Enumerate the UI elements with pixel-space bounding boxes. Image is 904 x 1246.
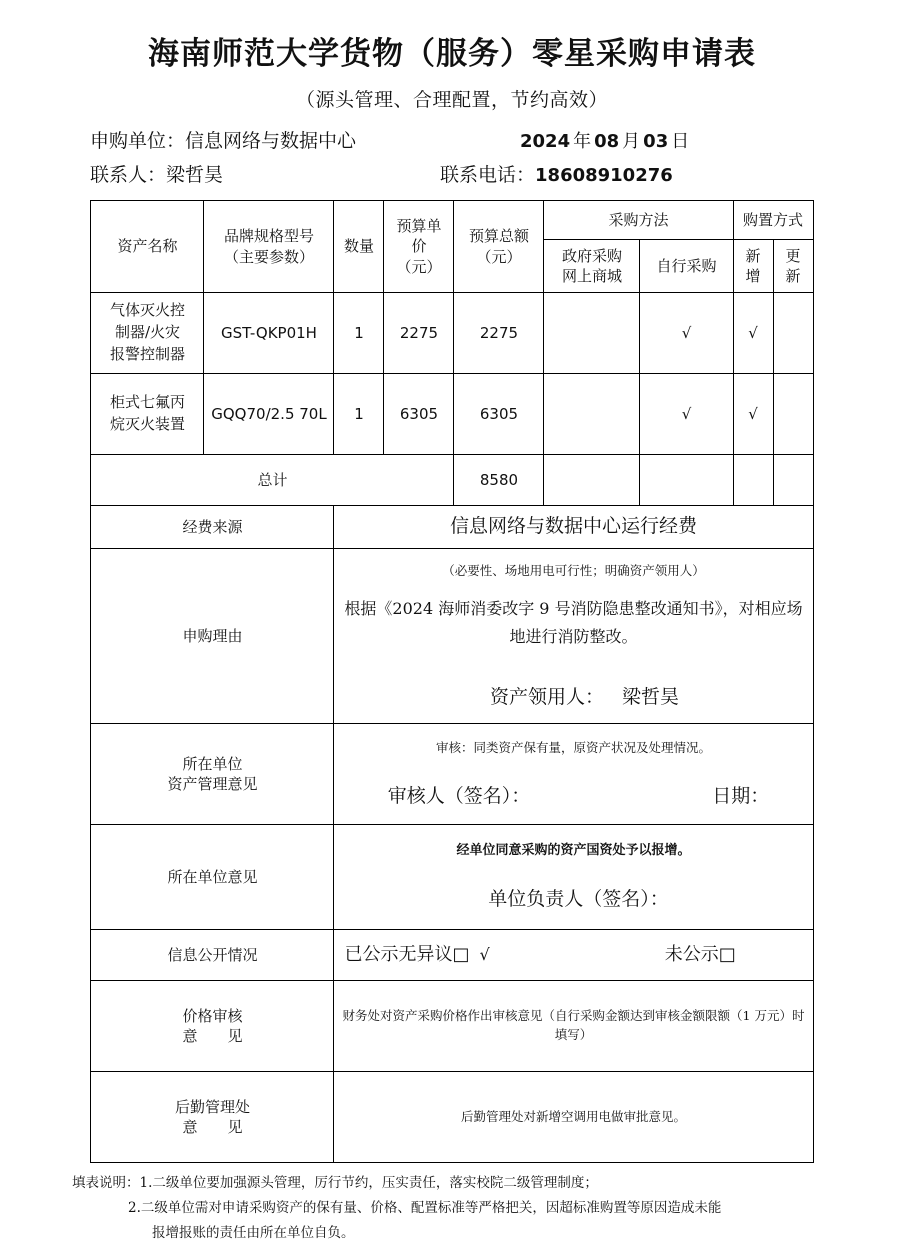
note-item-1: 1.二级单位要加强源头管理，厉行节约，压实责任，落实校院二级管理制度；: [139, 1175, 598, 1191]
header-brand-model-line1: 品牌规格型号: [223, 227, 314, 246]
checkbox-not-disclosed[interactable]: 未公示□: [664, 943, 736, 965]
cell-new-check[interactable]: √: [733, 293, 773, 374]
header-unit-price-line2: 价: [411, 237, 427, 256]
section-funding-source: [91, 506, 813, 549]
header-self-purchase: 自行采购: [640, 240, 733, 293]
funding-source-label: 经费来源: [91, 506, 334, 549]
note-item-2: 2.二级单位需对申请采购资产的保有量、价格、配置标准等严格把关，因超标准购置等原因造成未能: [128, 1199, 722, 1216]
header-new-line1: 新: [745, 246, 761, 265]
cell-renew-check[interactable]: [773, 374, 813, 455]
reviewer-signature-label: 审核人（签名）：: [387, 784, 531, 807]
header-renew: [773, 240, 813, 293]
header-new-line2: 增: [745, 267, 761, 285]
header-asset-name: 资产名称: [91, 201, 204, 293]
logistics-label-line1: 后勤管理处: [174, 1097, 250, 1116]
asset-mgmt-opinion-label: [91, 724, 334, 825]
total-self-purchase-cell: [640, 455, 733, 506]
date-year: 2024: [520, 131, 571, 152]
funding-source-value: [334, 506, 813, 549]
asset-mgmt-opinion-hint: 审核：同类资产保有量，原资产状况及处理情况。: [435, 739, 711, 755]
header-total-amount-line1: 预算总额: [468, 227, 529, 246]
header-brand-model-line2: （主要参数）: [223, 247, 314, 266]
unit-opinion-label: 所在单位意见: [91, 825, 334, 930]
meta-row-contact: [90, 160, 814, 194]
asset-recipient-line: [338, 685, 808, 711]
cell-total-amount: 6305: [454, 374, 544, 455]
date-day: 03: [643, 131, 669, 152]
header-unit-price-line3: （元）: [396, 257, 442, 276]
form-date: [520, 127, 692, 153]
table-row: [91, 293, 813, 374]
purchase-reason-label: 申购理由: [91, 549, 334, 724]
cell-new-check[interactable]: √: [733, 374, 773, 455]
header-total-amount-line2: （元）: [476, 247, 522, 266]
asset-name-line1: 气体灭火控: [109, 301, 185, 320]
logistics-hint: 后勤管理处对新增空调用电做审批意见。: [460, 1108, 686, 1124]
form-meta-header: [90, 126, 814, 194]
applicant-unit: [90, 126, 520, 153]
cell-unit-price: 6305: [384, 374, 454, 455]
asset-mgmt-opinion-content[interactable]: [334, 724, 813, 825]
section-asset-mgmt-opinion: [91, 724, 813, 825]
asset-name-line2: 烷灭火装置: [109, 415, 185, 433]
asset-name-line1: 柜式七氟丙: [109, 393, 185, 412]
section-unit-opinion: [91, 825, 813, 930]
header-procurement-method: 采购方法: [544, 201, 733, 240]
section-info-disclosure: [91, 930, 813, 981]
price-audit-label: [91, 981, 334, 1072]
date-year-unit: 年: [573, 131, 592, 152]
meta-row-unit-date: [90, 126, 814, 160]
note-item-3: 报增报账的责任由所在单位自负。: [152, 1224, 355, 1241]
asset-mgmt-opinion-label-line2: 资产管理意见: [167, 775, 258, 793]
header-brand-model: [204, 201, 334, 293]
procurement-table: [90, 200, 813, 1163]
note-line-1: [72, 1171, 832, 1196]
date-month: 08: [594, 131, 620, 152]
info-disclosure-options: [338, 943, 808, 967]
asset-name-line2: 制器/火灾: [114, 323, 181, 342]
logistics-label-line2: 意 见: [182, 1118, 243, 1136]
logistics-label: [91, 1072, 334, 1163]
applicant-unit-label: 申购单位：: [90, 130, 186, 152]
notes-prefix: 填表说明：: [72, 1175, 140, 1191]
info-disclosure-content: [334, 930, 813, 981]
info-disclosure-label: 信息公开情况: [91, 930, 334, 981]
contact-phone: [440, 160, 673, 187]
header-gov-mall: [544, 240, 640, 293]
disclosed-check-mark: √: [479, 945, 490, 965]
cell-quantity: 1: [334, 374, 384, 455]
cell-total-amount: 2275: [454, 293, 544, 374]
header-unit-price-line1: 预算单: [396, 217, 442, 236]
section-purchase-reason: [91, 549, 813, 724]
price-audit-hint: 财务处对资产采购价格作出审核意见（自行采购金额达到审核金额限额（1 万元）时填写）: [342, 1008, 805, 1042]
checkbox-disclosed-no-objection[interactable]: 已公示无异议□: [344, 943, 470, 965]
cell-model: GQQ70/2.5 70L: [204, 374, 334, 455]
section-logistics-opinion: [91, 1072, 813, 1163]
header-total-amount: [454, 201, 544, 293]
cell-gov-mall-check[interactable]: [544, 293, 640, 374]
date-month-unit: 月: [622, 131, 641, 152]
form-notes: [72, 1171, 832, 1246]
purchase-reason-hint: （必要性、场地用电可行性；明确资产领用人）: [442, 562, 705, 578]
contact-person-label: 联系人：: [90, 164, 167, 186]
header-new: [733, 240, 773, 293]
price-audit-label-line2: 意 见: [182, 1027, 243, 1045]
date-day-unit: 日: [671, 131, 690, 152]
header-renew-line2: 新: [785, 267, 801, 285]
total-renew-cell: [773, 455, 813, 506]
review-date-label: 日期：: [712, 784, 770, 807]
header-gov-mall-line1: 政府采购: [561, 246, 622, 265]
header-quantity: 数量: [334, 201, 384, 293]
unit-opinion-hint: 经单位同意采购的资产国资处予以报增。: [456, 843, 691, 859]
cell-asset-name: [91, 374, 204, 455]
cell-self-purchase-check[interactable]: √: [640, 293, 733, 374]
contact-phone-value: 18608910276: [535, 165, 673, 186]
total-gov-mall-cell: [544, 455, 640, 506]
cell-model: GST-QKP01H: [204, 293, 334, 374]
cell-unit-price: 2275: [384, 293, 454, 374]
total-new-cell: [733, 455, 773, 506]
applicant-unit-value: 信息网络与数据中心: [185, 130, 357, 152]
contact-person-value: 梁哲昊: [166, 164, 224, 186]
table-total-row: [91, 455, 813, 506]
section-price-audit: [91, 981, 813, 1072]
asset-name-line3: 报警控制器: [109, 344, 185, 363]
page-title: 海南师范大学货物（服务）零星采购申请表: [148, 36, 756, 72]
contact-phone-label: 联系电话：: [440, 164, 536, 186]
purchase-reason-body: 根据《2024 海师消委改字 9 号消防隐患整改通知书》，对相应场地进行消防整改。: [344, 598, 803, 646]
header-gov-mall-line2: 网上商城: [561, 267, 622, 285]
asset-mgmt-signature-line: [338, 784, 808, 810]
cell-asset-name: [91, 293, 204, 374]
header-purchase-type: 购置方式: [733, 201, 813, 240]
asset-recipient-value: 梁哲昊: [622, 685, 680, 708]
header-renew-line1: 更: [785, 246, 801, 265]
header-unit-price: [384, 201, 454, 293]
total-amount-value: 8580: [454, 455, 544, 506]
logistics-content[interactable]: [334, 1072, 813, 1163]
cell-gov-mall-check[interactable]: [544, 374, 640, 455]
total-label: 总计: [91, 455, 454, 506]
cell-self-purchase-check[interactable]: √: [640, 374, 733, 455]
asset-mgmt-opinion-label-line1: 所在单位: [182, 754, 243, 773]
purchase-reason-content[interactable]: [334, 549, 813, 724]
price-audit-label-line1: 价格审核: [182, 1006, 243, 1025]
contact-person: [90, 160, 440, 187]
cell-renew-check[interactable]: [773, 293, 813, 374]
unit-head-signature-label: 单位负责人（签名）：: [488, 887, 669, 910]
asset-recipient-label: 资产领用人：: [489, 685, 604, 708]
page-subtitle: （源头管理、合理配置，节约高效）: [295, 89, 608, 111]
unit-opinion-content[interactable]: [334, 825, 813, 930]
table-row: [91, 374, 813, 455]
funding-source-text: 信息网络与数据中心运行经费: [449, 515, 697, 538]
table-header-row-1: [91, 201, 813, 240]
cell-quantity: 1: [334, 293, 384, 374]
price-audit-content[interactable]: [334, 981, 813, 1072]
